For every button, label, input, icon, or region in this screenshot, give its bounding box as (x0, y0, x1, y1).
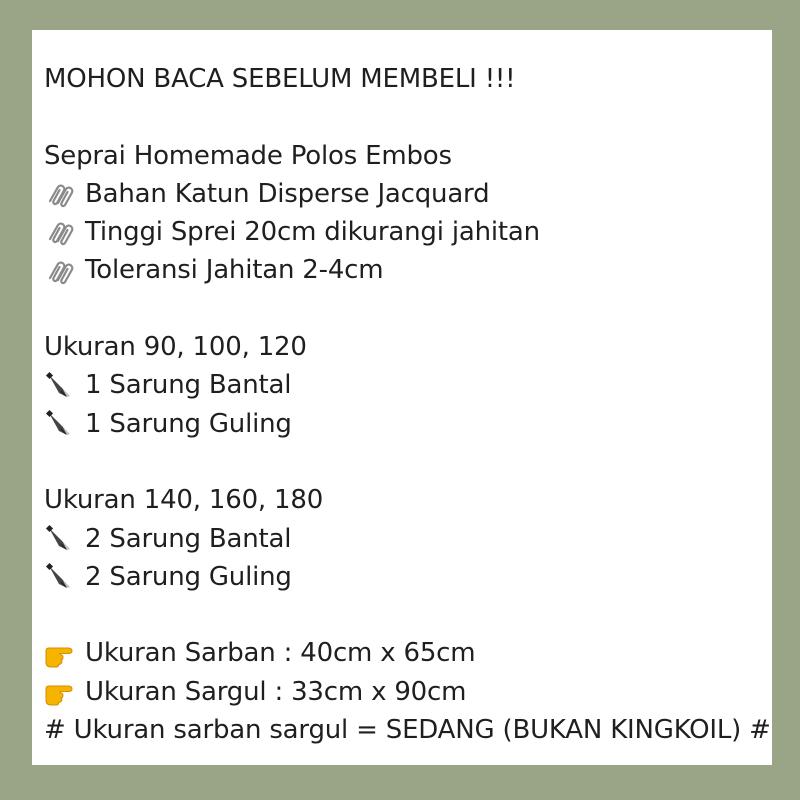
dimension-text: Ukuran Sarban : 40cm x 65cm (85, 638, 476, 669)
feature-item (44, 251, 772, 289)
dimension-text: Ukuran Sargul : 33cm x 90cm (85, 676, 467, 707)
dimension-item (44, 634, 772, 672)
size-heading-large: Ukuran 140, 160, 180 (44, 485, 324, 516)
feature-text: Toleransi Jahitan 2-4cm (85, 255, 384, 286)
feature-text: Tinggi Sprei 20cm dikurangi jahitan (85, 217, 540, 248)
paperclip-icon (44, 256, 76, 286)
size-item-text: 1 Sarung Bantal (85, 370, 292, 401)
pointing-hand-icon (44, 639, 76, 669)
page-title: MOHON BACA SEBELUM MEMBELI !!! (44, 64, 516, 94)
fountain-pen-icon (44, 371, 76, 401)
size-heading-small: Ukuran 90, 100, 120 (44, 332, 307, 363)
feature-item (44, 175, 772, 213)
feature-item (44, 213, 772, 251)
dimension-item (44, 673, 772, 711)
size-item-text: 2 Sarung Bantal (85, 523, 292, 554)
size-item-text: 2 Sarung Guling (85, 561, 292, 592)
fountain-pen-icon (44, 409, 76, 439)
size-item (44, 366, 772, 404)
size-item (44, 405, 772, 443)
size-note: # Ukuran sarban sargul = SEDANG (BUKAN KINGKOIL) # (44, 715, 771, 746)
product-name: Seprai Homemade Polos Embos (44, 140, 452, 171)
fountain-pen-icon (44, 562, 76, 592)
size-item-text: 1 Sarung Guling (85, 408, 292, 439)
size-item (44, 520, 772, 558)
feature-text: Bahan Katun Disperse Jacquard (85, 178, 490, 209)
size-item (44, 558, 772, 596)
paperclip-icon (44, 179, 76, 209)
pointing-hand-icon (44, 677, 76, 707)
info-card (32, 30, 772, 765)
paperclip-icon (44, 217, 76, 247)
fountain-pen-icon (44, 524, 76, 554)
